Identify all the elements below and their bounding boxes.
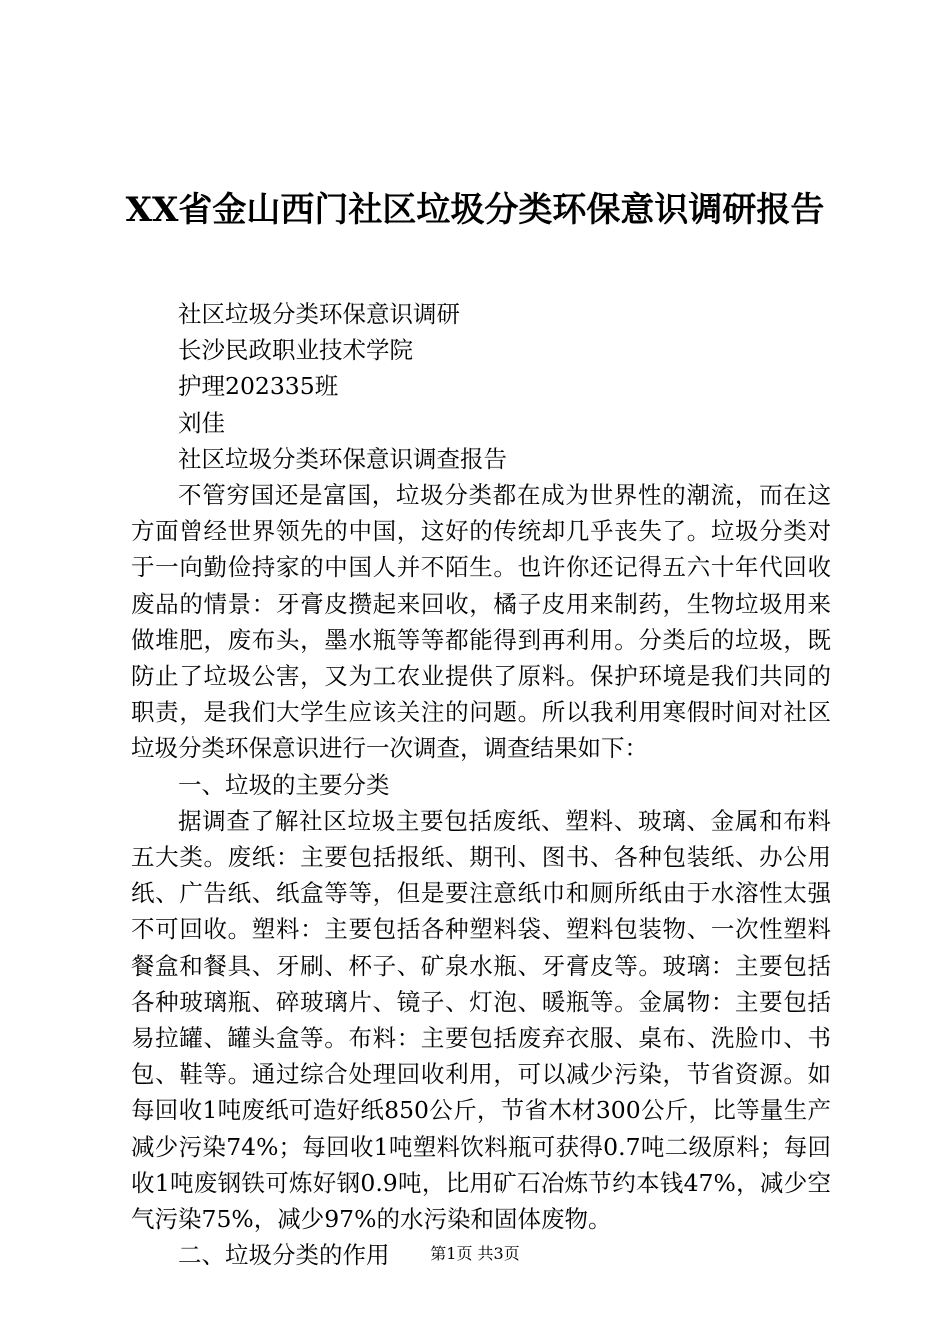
paragraph-classification: 据调查了解社区垃圾主要包括废纸、塑料、玻璃、金属和布料五大类。废纸：主要包括报纸、期刊、图书、各种包装纸、办公用纸、广告纸、纸盒等等，但是要注意纸巾和厕所纸由于水溶性太强不可回收。塑料：主要包括各种塑料袋、塑料包装物、一次性塑料餐盒和餐具、牙刷、杯子、矿泉水瓶、牙膏皮等。玻璃：主要包括各种玻璃瓶、碎玻璃片、镜子、灯泡、暖瓶等。金属物：主要包括易拉罐、罐头盒等。布料：主要包括废弃衣服、桌布、洗脸巾、书包、鞋等。通过综合处理回收利用，可以减少污染，节省资源。如每回收1吨废纸可造好纸850公斤，节省木材300公斤，比等量生产减少污染74%；每回收1吨塑料饮料瓶可获得0.7吨二级原料；每回收1吨废钢铁可炼好钢0.9吨，比用矿石冶炼节约本钱47%，减少空气污染75%，减少97%的水污染和固体废物。 [131,806,831,1234]
header-line-school: 长沙民政职业技术学院 [178,336,413,365]
header-line-topic: 社区垃圾分类环保意识调研 [178,300,460,328]
paragraph-intro: 不管穷国还是富国，垃圾分类都在成为世界性的潮流，而在这方面曾经世界领先的中国，这好的传统却几乎丧失了。垃圾分类对于一向勤俭持家的中国人并不陌生。也许你还记得五六十年代回收废品的情景：牙膏皮攒起来回收，橘子皮用来制药，生物垃圾用来做堆肥，废布头，墨水瓶等等都能得到再利用。分类后的垃圾，既防止了垃圾公害，又为工农业提供了原料。保护环境是我们共同的职责，是我们大学生应该关注的问题。所以我利用寒假时间对社区垃圾分类环保意识进行一次调查，调查结果如下： [131,481,831,763]
document-title: XX省金山西门社区垃圾分类环保意识调研报告 [125,190,825,230]
section-heading-2: 二、垃圾分类的作用 [178,1241,390,1270]
document-body [131,296,831,1273]
page-number-footer: 第1页 共3页 [430,1244,520,1263]
section-heading-1: 一、垃圾的主要分类 [178,770,390,799]
header-line-report-title: 社区垃圾分类环保意识调查报告 [178,444,507,473]
header-line-author: 刘佳 [178,408,225,437]
header-line-class: 护理202335班 [178,372,339,401]
